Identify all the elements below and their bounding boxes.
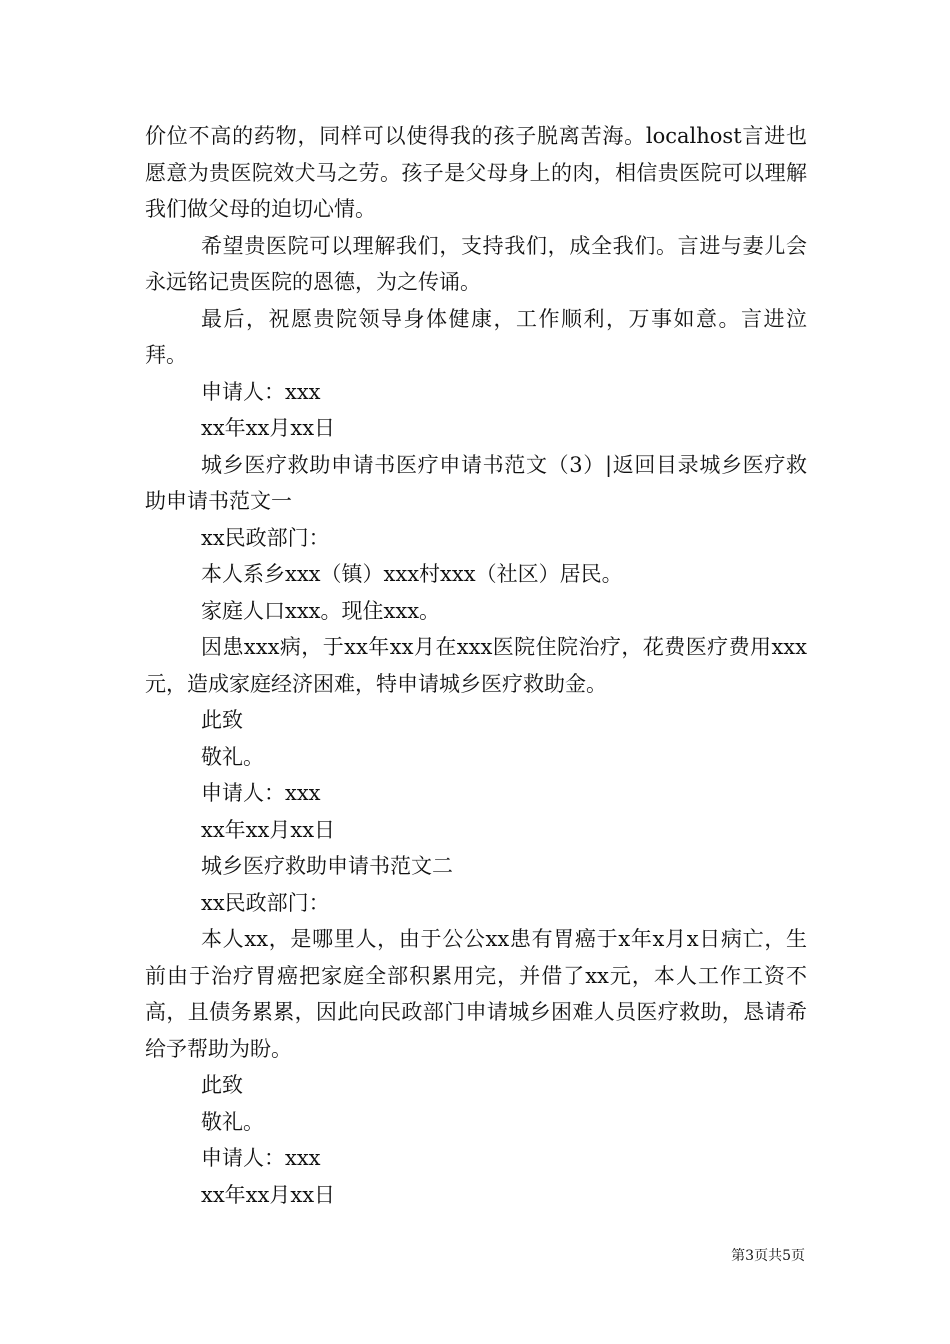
addressee-line: xx民政部门：	[201, 890, 330, 915]
closing-line: 此致	[201, 708, 243, 732]
closing-line: 此致	[201, 1073, 243, 1097]
applicant-line: 申请人：xxx	[201, 1146, 321, 1170]
section-heading: 城乡医疗救助申请书医疗申请书范文（3）|返回目录城乡医疗救助申请书范文一	[145, 452, 807, 513]
page-number: 第3页共5页	[731, 1248, 805, 1264]
addressee-line: xx民政部门：	[201, 525, 330, 550]
closing-line: 敬礼。	[201, 1109, 264, 1134]
date-line: xx年xx月xx日	[201, 817, 336, 842]
applicant-line: 申请人：xxx	[201, 379, 321, 404]
section-heading: 城乡医疗救助申请书范文二	[201, 854, 453, 878]
closing-line: 敬礼。	[201, 744, 264, 769]
paragraph: 价位不高的药物，同样可以使得我的孩子脱离苦海。localhost言进也愿意为贵医院效犬马之劳。孩子是父母身上的肉，相信贵医院可以理解我们做父母的迫切心情。	[145, 124, 807, 221]
document-body	[145, 118, 807, 1213]
paragraph: 因患xxx病，于xx年xx月在xxx医院住院治疗，花费医疗费用xxx元，造成家庭经济困难，特申请城乡医疗救助金。	[145, 635, 807, 696]
date-line: xx年xx月xx日	[201, 1182, 336, 1207]
applicant-line: 申请人：xxx	[201, 781, 321, 805]
paragraph: 希望贵医院可以理解我们，支持我们，成全我们。言进与妻儿会永远铭记贵医院的恩德，为之传诵。	[145, 233, 807, 294]
paragraph: 家庭人口xxx。现住xxx。	[201, 598, 441, 623]
paragraph: 本人系乡xxx（镇）xxx村xxx（社区）居民。	[201, 562, 623, 586]
paragraph: 最后，祝愿贵院领导身体健康，工作顺利，万事如意。言进泣拜。	[145, 306, 807, 367]
date-line: xx年xx月xx日	[201, 416, 336, 440]
paragraph: 本人xx，是哪里人，由于公公xx患有胃癌于x年x月x日病亡，生前由于治疗胃癌把家庭全部积累用完，并借了xx元，本人工作工资不高，且债务累累，因此向民政部门申请城乡困难人员医疗救助，恳请希给予帮助为盼。	[145, 927, 807, 1061]
